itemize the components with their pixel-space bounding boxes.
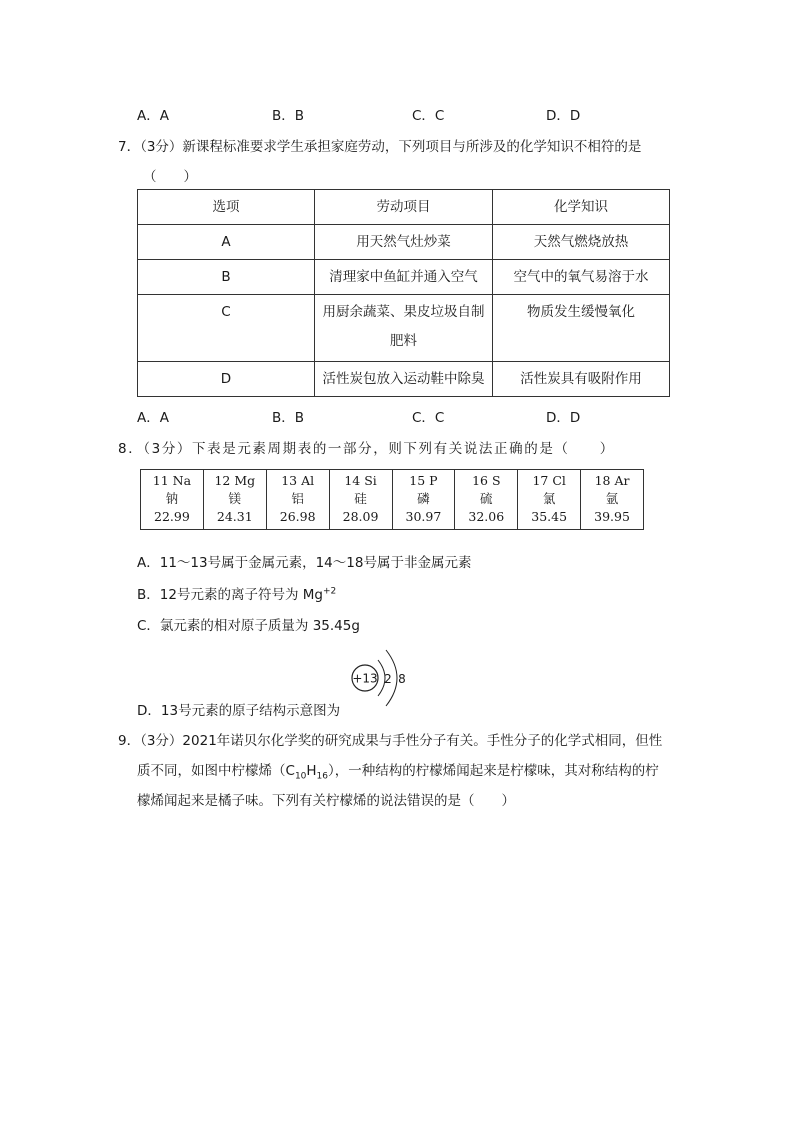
row-task: 活性炭包放入运动鞋中除臭 xyxy=(322,371,485,387)
q8-option-c: C．氯元素的相对原子质量为 35.45g xyxy=(137,618,360,634)
q8-stem: 8．（3分）下表是元素周期表的一部分，则下列有关说法正确的是（ ） xyxy=(118,441,615,457)
q6-choice-d: D．D xyxy=(546,108,581,124)
element-cell: 12 Mg 镁 24.31 xyxy=(203,470,266,530)
element-cell: 18 Ar 氩 39.95 xyxy=(581,470,644,530)
q6-choices xyxy=(137,104,657,124)
element-cell: 16 S 硫 32.06 xyxy=(455,470,518,530)
row-option: D xyxy=(220,371,232,387)
row-knowledge: 空气中的氧气易溶于水 xyxy=(513,269,649,285)
table-header-row xyxy=(138,190,670,225)
row-knowledge: 天然气燃烧放热 xyxy=(533,234,629,250)
row-task-line1: 用厨余蔬菜、果皮垃圾自制 xyxy=(322,304,485,320)
row-option: A xyxy=(221,234,231,250)
table-row xyxy=(138,260,670,295)
q9-line3: 檬烯闻起来是橘子味。下列有关柠檬烯的说法错误的是（ ） xyxy=(137,793,515,809)
element-cell: 13 Al 铝 26.98 xyxy=(266,470,329,530)
q8-option-a: A．11～13号属于金属元素，14～18号属于非金属元素 xyxy=(137,555,472,571)
table-row xyxy=(138,362,670,397)
table-row xyxy=(138,225,670,260)
row-knowledge: 物质发生缓慢氧化 xyxy=(527,304,635,320)
nucleus-charge: +13 xyxy=(352,671,378,686)
q7-choices xyxy=(137,406,657,426)
q7-table xyxy=(137,189,670,397)
header-option: 选项 xyxy=(212,199,240,215)
row-option: B xyxy=(221,269,231,285)
row-task: 清理家中鱼缸并通入空气 xyxy=(329,269,478,285)
periodic-table-fragment xyxy=(140,469,644,530)
element-cell: 11 Na 钠 22.99 xyxy=(141,470,204,530)
q8-option-d: D．13号元素的原子结构示意图为 xyxy=(137,703,341,719)
q8-option-b-sup: +2 xyxy=(322,586,337,597)
q7-choice-b: B．B xyxy=(272,410,305,426)
row-task-line2: 肥料 xyxy=(390,333,417,349)
q8-option-b xyxy=(137,583,336,603)
header-task: 劳动项目 xyxy=(376,199,431,215)
q7-choice-a: A．A xyxy=(137,410,169,426)
table-row xyxy=(138,295,670,362)
header-knowledge: 化学知识 xyxy=(554,199,608,215)
shell-1-electrons: 2 xyxy=(384,672,392,686)
q7-choice-d: D．D xyxy=(546,410,581,426)
q6-choice-b: B．B xyxy=(272,108,305,124)
q7-stem-paren: （ ） xyxy=(143,169,197,185)
q6-choice-c: C．C xyxy=(412,108,445,124)
q8-option-b-text: B．12号元素的离子符号为 Mg xyxy=(137,587,323,603)
q7-stem: 7．（3分）新课程标准要求学生承担家庭劳动，下列项目与所涉及的化学知识不相符的是 xyxy=(118,139,642,155)
row-option: C xyxy=(221,304,231,320)
q9-line1: 9．（3分）2021年诺贝尔化学奖的研究成果与手性分子有关。手性分子的化学式相同，但性 xyxy=(118,733,663,749)
row-knowledge: 活性炭具有吸附作用 xyxy=(520,371,642,387)
shell-2-electrons: 8 xyxy=(398,672,406,686)
q9-line2: 质不同，如图中柠檬烯$(C_{10}H_{16})$，一种结构的柠檬烯闻起来是柠檬味，其对称结构的柠 xyxy=(137,763,659,782)
element-cell: 17 Cl 氯 35.45 xyxy=(518,470,581,530)
q6-choice-a: A．A xyxy=(137,108,169,124)
atom-structure-diagram xyxy=(348,640,418,718)
row-task: 用天然气灶炒菜 xyxy=(356,234,451,250)
element-cell: 14 Si 硅 28.09 xyxy=(329,470,392,530)
q7-choice-c: C．C xyxy=(412,410,445,426)
element-cell: 15 P 磷 30.97 xyxy=(392,470,455,530)
